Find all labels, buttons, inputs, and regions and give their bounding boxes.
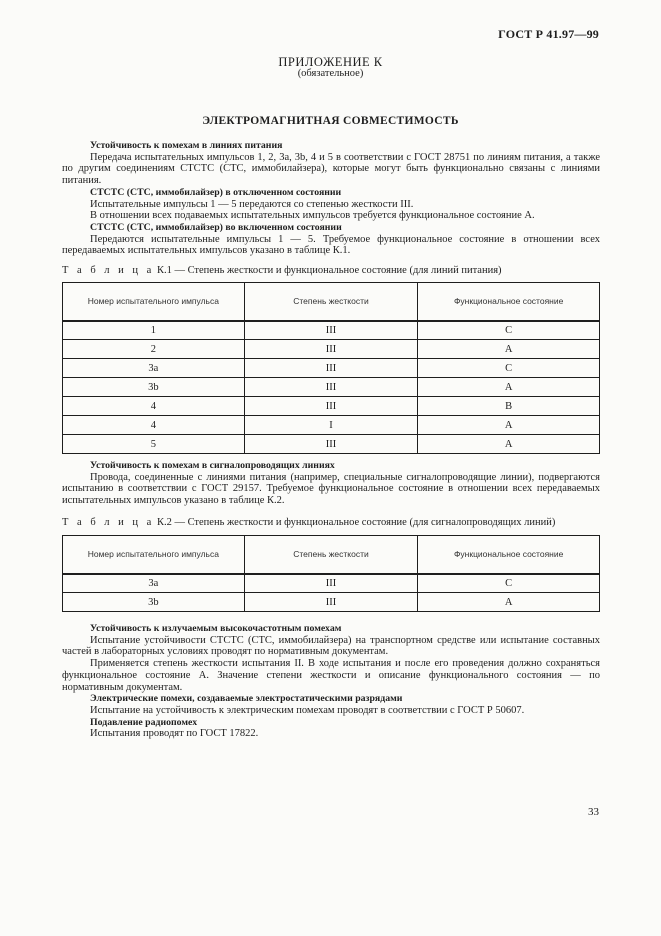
- subheading: Электрические помехи, создаваемые электростатическими разрядами: [90, 693, 403, 705]
- section-heading: Устойчивость к излучаемым высокочастотным помехам: [90, 623, 342, 634]
- appendix-title: ПРИЛОЖЕНИЕ К: [278, 55, 383, 69]
- table1-caption: Т а б л и ц а К.1 — Степень жесткости и функциональное состояние (для линий питания): [62, 265, 502, 276]
- table-row: 3b III A: [63, 378, 600, 397]
- table-header: Номер испытательного импульса: [63, 536, 245, 574]
- table-k1: [62, 282, 600, 454]
- section-power-lines: [62, 140, 600, 257]
- table2-caption: Т а б л и ц а К.2 — Степень жесткости и функциональное состояние (для сигналопроводящих линий): [62, 517, 556, 528]
- appendix-subtitle: (обязательное): [297, 68, 364, 79]
- paragraph: Испытания проводят по ГОСТ 17822.: [90, 728, 259, 740]
- paragraph: Испытание на устойчивость к электрическим помехам проводят в соответствии с ГОСТ Р 50607.: [90, 704, 525, 716]
- section-heading: Устойчивость к помехам в сигналопроводящих линиях: [90, 460, 335, 471]
- table-header: Степень жесткости: [244, 536, 418, 574]
- table-row: 3a III C: [63, 574, 600, 593]
- table-row: 5 III A: [63, 435, 600, 454]
- section-heading: Устойчивость к помехам в линиях питания: [90, 140, 283, 151]
- document-code: ГОСТ Р 41.97—99: [498, 27, 599, 41]
- table-header: Номер испытательного импульса: [63, 283, 245, 321]
- subheading: Подавление радиопомех: [90, 716, 198, 728]
- table-k2: [62, 535, 600, 612]
- table-row: 1 III C: [63, 321, 600, 340]
- table-header: Функциональное состояние: [418, 283, 600, 321]
- subheading: СТСТС (СТС, иммобилайзер) в отключенном состоянии: [90, 186, 342, 198]
- table-row: 4 I A: [63, 416, 600, 435]
- page-number: 33: [588, 806, 599, 818]
- table-row: 3b III A: [63, 593, 600, 612]
- table-header: Функциональное состояние: [418, 536, 600, 574]
- paragraph: Передача испытательных импульсов 1, 2, 3а, 3b, 4 и 5 в соответствии с ГОСТ 28751 по линиям питания, а также по другим соединениям СТСТС (СТС, иммобилайзера), которые могут быть функционально связаны с линиями питания.: [62, 151, 600, 187]
- paragraph: Применяется степень жесткости испытания II. В ходе испытания и после его проведения должно сохраняться функциональное состояние А. Значение степени жесткости и описание функционального состояния — по нормативным документам.: [62, 658, 600, 693]
- paragraph: Передаются испытательные импульсы 1 — 5. Требуемое функциональное состояние в отношении всех передаваемых испытательных импульсов указано в таблице К.1.: [62, 233, 600, 257]
- section-signal-lines: [62, 460, 600, 507]
- table-row: 4 III B: [63, 397, 600, 416]
- paragraph: Провода, соединенные с линиями питания (например, специальные сигналопроводящие линии), подвергаются испытанию в соответствии с ГОСТ 29157. Требуемое функциональное состояние в отношении всех передаваемых испытательных импульсов указано в таблице К.2.: [62, 471, 600, 507]
- subheading: СТСТС (СТС, иммобилайзер) во включенном состоянии: [90, 221, 342, 233]
- table-header: Степень жесткости: [244, 283, 418, 321]
- section-radiated-interference: [62, 623, 600, 740]
- paragraph: Испытательные импульсы 1 — 5 передаются со степенью жесткости III.: [90, 198, 414, 210]
- paragraph: Испытание устойчивости СТСТС (СТС, иммобилайзера) на транспортном средстве или испытание составных частей в лабораторных условиях проводят по нормативным документам.: [62, 634, 600, 658]
- paragraph: В отношении всех подаваемых испытательных импульсов требуется функциональное состояние А.: [90, 210, 535, 222]
- table-row: 2 III A: [63, 340, 600, 359]
- table-row: 3a III C: [63, 359, 600, 378]
- main-title: ЭЛЕКТРОМАГНИТНАЯ СОВМЕСТИМОСТЬ: [202, 115, 459, 127]
